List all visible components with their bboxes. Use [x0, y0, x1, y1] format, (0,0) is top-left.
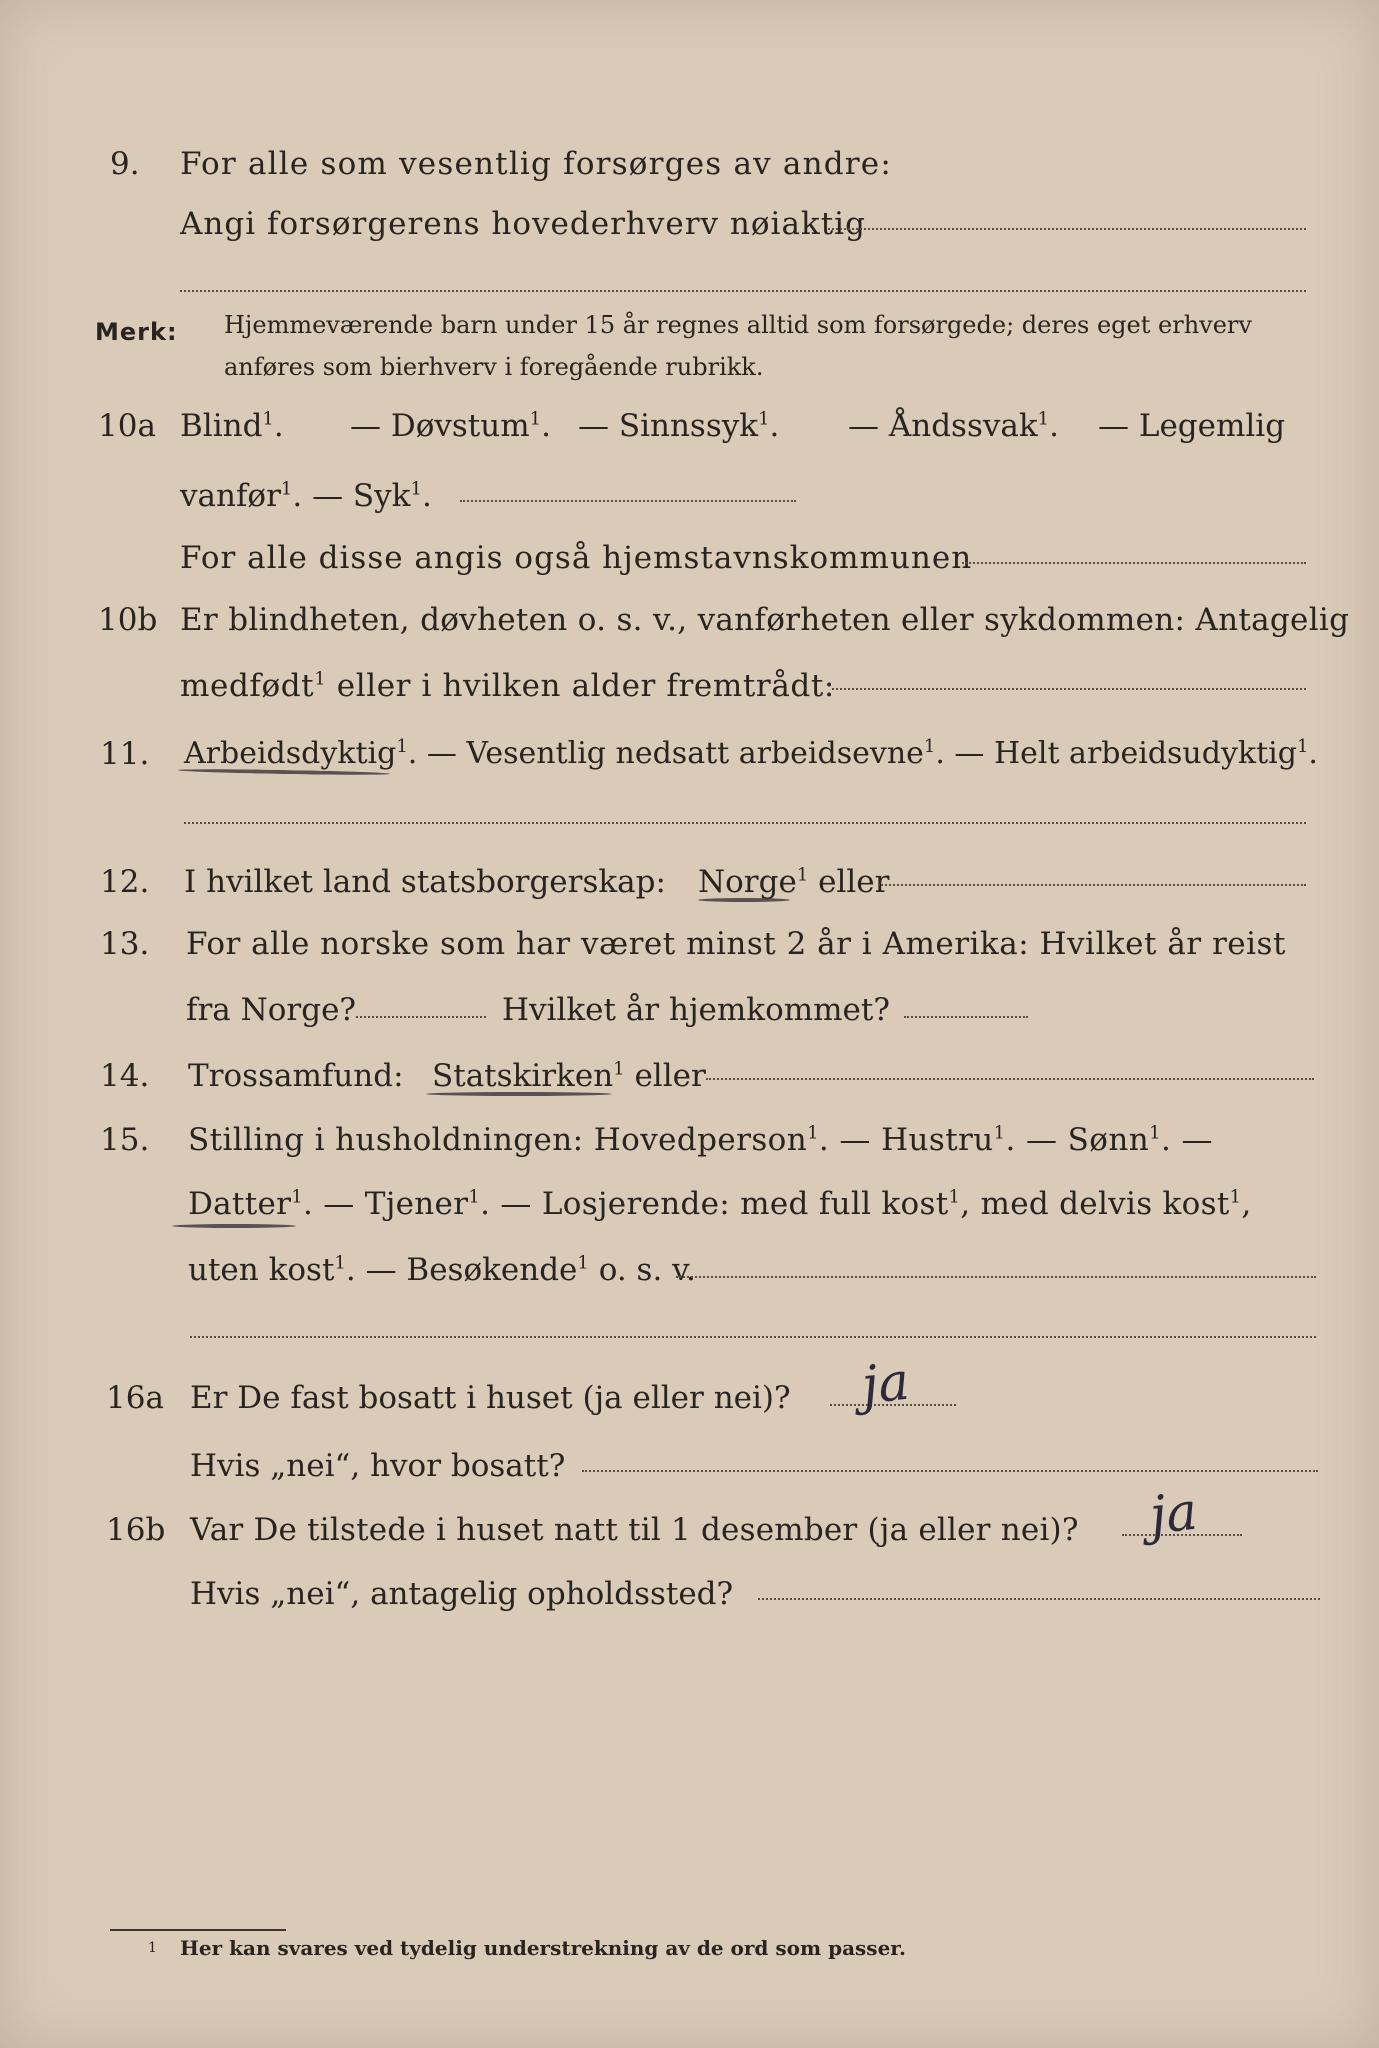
- q11-period: .: [1308, 736, 1318, 771]
- option-dovstum: — Døvstum: [350, 408, 530, 444]
- option-losjerende-full-kost: . — Losjerende: med full kost: [480, 1186, 949, 1222]
- option-hovedperson: Stilling i husholdningen: Hovedperson: [188, 1122, 808, 1158]
- q9-line2: [0, 198, 1379, 250]
- statskirken-underline-mark: [426, 1092, 612, 1096]
- footnote-marker: 1: [948, 1186, 961, 1208]
- q9-answer-field-2[interactable]: [180, 290, 1306, 292]
- hjemstavn-answer-field[interactable]: [962, 562, 1306, 564]
- q16b-line2: [0, 1568, 1379, 1620]
- footnote-marker: 1: [1149, 1122, 1161, 1144]
- footnote-marker: 1: [923, 736, 936, 757]
- option-nedsatt-arbeidsevne: . — Vesentlig nedsatt arbeidsevne: [407, 736, 924, 771]
- q16a-handwritten-answer: ja: [858, 1351, 913, 1417]
- merk-line2: anføres som bierhverv i foregående rubrikk.: [224, 353, 764, 381]
- q10b-question: Er blindheten, døvheten o. s. v., vanførheten eller sykdommen: Antagelig: [180, 602, 1350, 638]
- q9-number: 9.: [110, 146, 140, 182]
- option-uten-kost: uten kost: [188, 1252, 335, 1288]
- footnote-marker: 1: [1296, 736, 1309, 757]
- q16b-question: Var De tilstede i huset natt til 1 desember (ja eller nei)?: [190, 1512, 1079, 1548]
- q16a-bosatt-prompt: Hvis „nei“, hvor bosatt?: [190, 1448, 566, 1484]
- q15-answer-field[interactable]: [676, 1276, 1316, 1278]
- q10b-alder-prompt: eller i hvilken alder fremtrådt:: [326, 668, 835, 704]
- merk-label: Merk:: [95, 318, 178, 346]
- q15-number: 15.: [100, 1122, 150, 1158]
- q16a-question: Er De fast bosatt i huset (ja eller nei)?: [190, 1380, 791, 1416]
- option-vanfor: vanfør: [180, 478, 281, 514]
- footnote-marker: 1: [993, 1122, 1006, 1144]
- footnote-marker: 1: [314, 668, 327, 690]
- footnote-marker: 1: [262, 408, 274, 430]
- q10a-line3: [0, 532, 1379, 584]
- norge-underline-mark: [698, 898, 790, 902]
- q15-line1: [0, 1114, 1379, 1166]
- q15-line2-end: ,: [1241, 1186, 1252, 1222]
- q12-question: I hvilket land statsborgerskap:: [184, 864, 666, 900]
- q12-line: [0, 856, 1379, 908]
- q13-line2: [0, 984, 1379, 1036]
- footnote-marker: 1: [396, 736, 408, 757]
- option-datter: Datter: [188, 1186, 292, 1222]
- q13-question: For alle norske som har været minst 2 år i Amerika: Hvilket år reist: [186, 926, 1286, 962]
- option-sinnssyk: — Sinnssyk: [578, 408, 759, 444]
- q12-answer-field[interactable]: [878, 884, 1306, 886]
- q10a-hjemstavn-prompt: For alle disse angis også hjemstavnskommunen: [180, 540, 973, 576]
- q11-line: [0, 728, 1379, 780]
- q13-reist-field[interactable]: [356, 1016, 486, 1018]
- q14-question: Trossamfund:: [188, 1058, 404, 1094]
- q13-reist-prompt: fra Norge?: [186, 992, 357, 1028]
- q14-eller: eller: [624, 1058, 706, 1094]
- footnote-marker: 1: [410, 478, 422, 500]
- q16b-opholdssted-prompt: Hvis „nei“, antagelig opholdssted?: [190, 1576, 734, 1612]
- option-medfodt: medfødt: [180, 668, 315, 704]
- q13-hjemkommet-prompt: Hvilket år hjemkommet?: [502, 992, 890, 1028]
- footnote-marker: 1: [1037, 408, 1050, 430]
- q9-question: For alle som vesentlig forsørges av andre:: [180, 146, 892, 182]
- q10a-answer-field[interactable]: [460, 500, 796, 502]
- footnote-marker: 1: [796, 864, 809, 886]
- option-andssvak: — Åndssvak: [848, 408, 1038, 444]
- option-legemlig: — Legemlig: [1098, 408, 1286, 444]
- q9-line1: [0, 138, 1379, 190]
- footnote-marker: 1: [577, 1252, 589, 1274]
- q15-line2: [0, 1178, 1379, 1230]
- q15-line1-end: . —: [1160, 1122, 1213, 1158]
- q9-prompt: Angi forsørgerens hovederhverv nøiaktig: [180, 206, 866, 242]
- q10a-line1: 10a Blind$^1$. — Døvstum$^1$. — Sinnssyk$^1$. — Åndssvak$^1$. — Legemlig: [0, 400, 1379, 452]
- option-hustru: . — Hustru: [818, 1122, 994, 1158]
- q9-answer-field[interactable]: [828, 228, 1306, 230]
- q12-eller: eller: [808, 864, 890, 900]
- option-besokende: . — Besøkende: [345, 1252, 578, 1288]
- q16a-line1: [0, 1372, 1379, 1424]
- q10b-line1: [0, 594, 1379, 646]
- footnote-marker: 1: [1229, 1186, 1242, 1208]
- q15-answer-field-2[interactable]: [190, 1336, 1316, 1338]
- footnote-number: 1: [148, 1940, 157, 1956]
- option-tjener: . — Tjener: [302, 1186, 469, 1222]
- q10b-line2: [0, 660, 1379, 712]
- footnote-marker: 1: [807, 1122, 819, 1144]
- footnote-marker: 1: [758, 408, 770, 430]
- footnote-marker: 1: [334, 1252, 346, 1274]
- q16b-handwritten-answer: ja: [1146, 1481, 1201, 1547]
- option-arbeidsudyktig: . — Helt arbeidsudyktig: [935, 736, 1297, 771]
- q10a-number: 10a: [98, 408, 156, 444]
- option-blind: Blind: [180, 408, 263, 444]
- q16b-number: 16b: [106, 1512, 166, 1548]
- option-arbeidsdyktig: Arbeidsdyktig: [184, 736, 397, 771]
- footnote-marker: 1: [291, 1186, 303, 1208]
- footnote-marker: 1: [280, 478, 293, 500]
- q14-line: [0, 1050, 1379, 1102]
- q13-hjemkommet-field[interactable]: [904, 1016, 1028, 1018]
- footnote-text: Her kan svares ved tydelig understrekning av de ord som passer.: [180, 1936, 906, 1960]
- q15-line3: [0, 1244, 1379, 1296]
- option-statskirken: Statskirken: [432, 1058, 614, 1094]
- q13-line1: [0, 918, 1379, 970]
- option-syk: . — Syk: [292, 478, 411, 514]
- q11-number: 11.: [100, 736, 150, 772]
- option-delvis-kost: , med delvis kost: [960, 1186, 1230, 1222]
- q15-osv: o. s. v.: [588, 1252, 696, 1288]
- q14-answer-field[interactable]: [706, 1078, 1314, 1080]
- q13-number: 13.: [100, 926, 150, 962]
- q16a-number: 16a: [106, 1380, 164, 1416]
- q11-answer-field[interactable]: [184, 822, 1306, 824]
- q12-number: 12.: [100, 864, 150, 900]
- q16b-opholdssted-field[interactable]: [758, 1598, 1320, 1600]
- footnote-rule: [110, 1929, 286, 1931]
- q16a-bosatt-field[interactable]: [582, 1470, 1318, 1472]
- q10b-number: 10b: [98, 602, 158, 638]
- merk-line1: Hjemmeværende barn under 15 år regnes alltid som forsørgede; deres eget erhverv: [224, 311, 1252, 339]
- option-norge: Norge: [698, 864, 797, 900]
- q14-number: 14.: [100, 1058, 150, 1094]
- q10b-answer-field[interactable]: [832, 688, 1306, 690]
- footnote-marker: 1: [529, 408, 542, 430]
- q10a-line2: vanfør$^1$. — Syk$^1$.: [180, 478, 432, 514]
- footnote-marker: 1: [468, 1186, 481, 1208]
- datter-underline-mark: [172, 1224, 296, 1228]
- option-sonn: . — Sønn: [1005, 1122, 1150, 1158]
- footnote-marker: 1: [613, 1058, 625, 1080]
